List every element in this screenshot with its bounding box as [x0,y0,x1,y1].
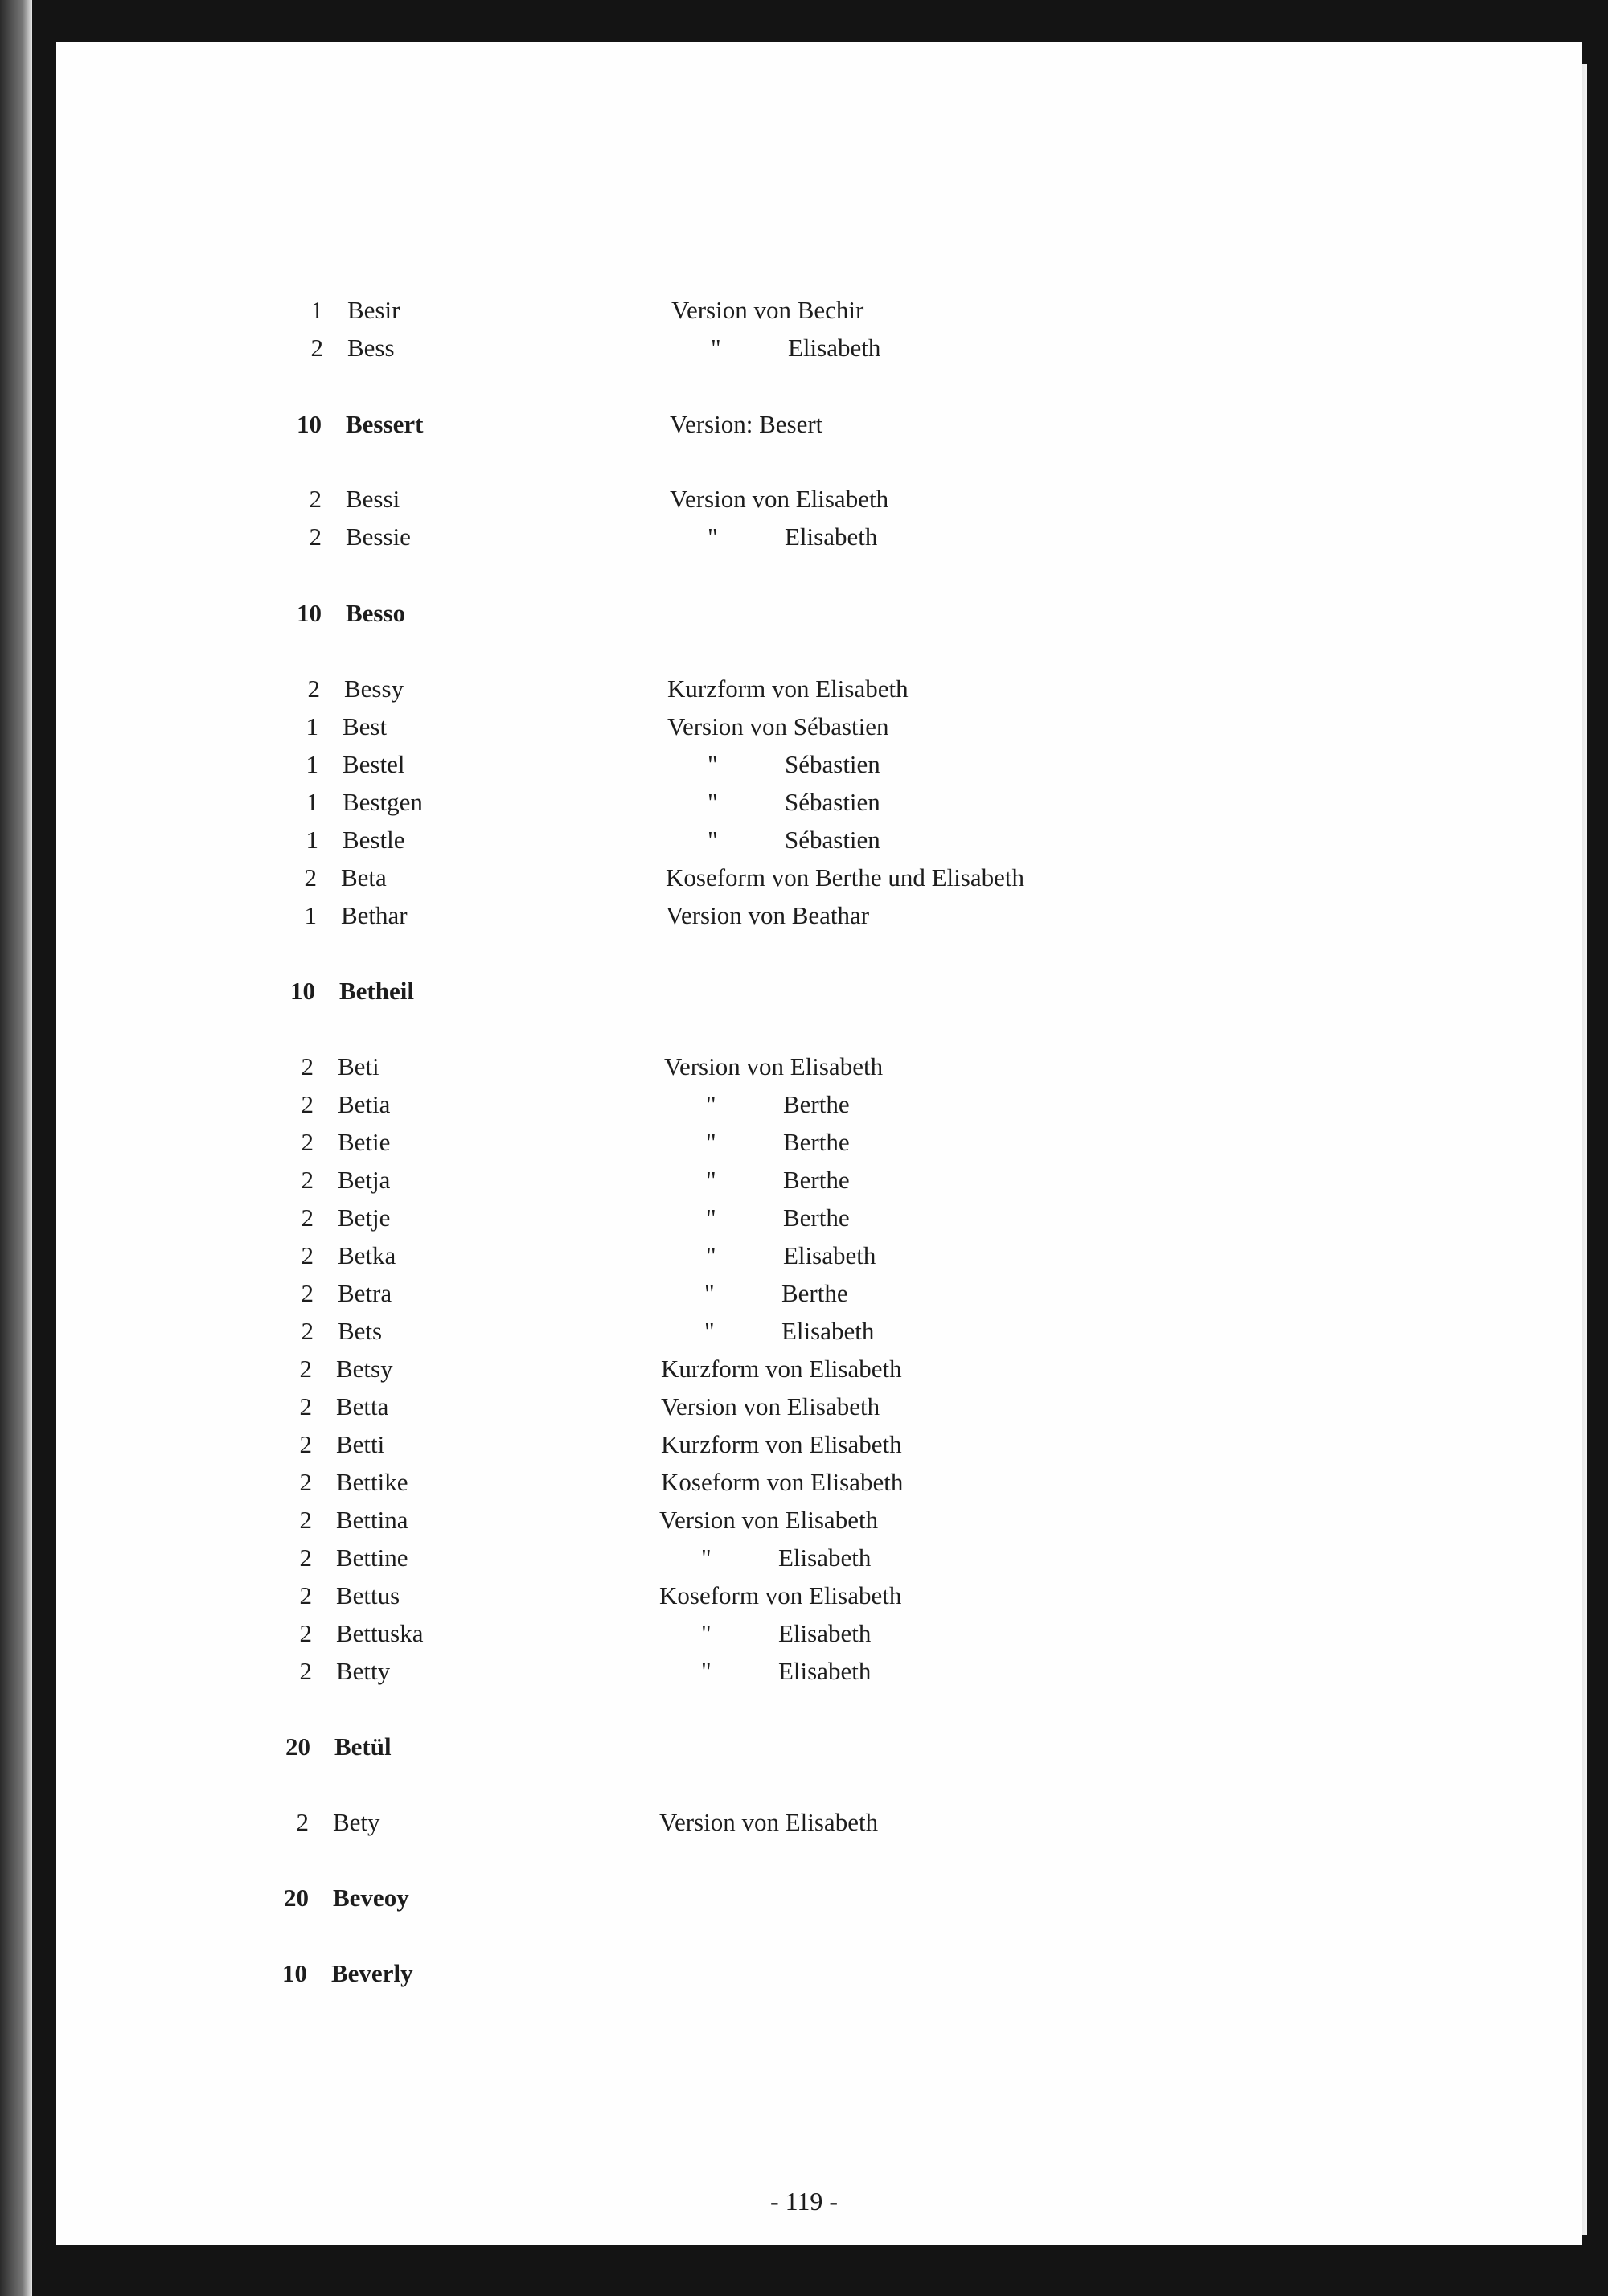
description-text: Version: Besert [670,410,823,438]
ditto-mark: " [708,788,718,816]
description-text: Version von Elisabeth [659,1808,879,1836]
entry-description [661,1392,880,1421]
name-entry [272,1581,1317,1618]
page-number: - 119 - [769,2187,839,2216]
entry-description [667,712,889,741]
entry-name: Bettuska [336,1619,424,1647]
entry-frequency: 2 [299,1581,312,1609]
entry-description [670,410,822,439]
description-target: Berthe [783,1128,850,1156]
entry-frequency: 10 [297,599,322,627]
ditto-mark: " [701,1657,712,1685]
entry-frequency: 1 [306,712,318,740]
name-entry [280,674,1325,711]
entry-description [666,901,869,930]
entry-description [659,1808,878,1837]
ditto-mark: " [706,1090,716,1118]
entry-description [659,1581,901,1610]
entry-description [667,674,909,703]
name-entry [277,901,1322,938]
entry-frequency: 2 [299,1468,312,1496]
entry-name: Beti [338,1052,379,1080]
entry-description [670,485,888,514]
entry-description [708,523,877,551]
entry-name: Bess [347,334,395,362]
entry-name: Best [343,712,388,740]
entry-frequency: 2 [299,1355,312,1383]
entry-frequency: 2 [301,1090,314,1118]
description-target: Elisabeth [785,523,878,551]
entry-name: Betra [338,1279,392,1307]
ditto-mark: " [701,1544,712,1572]
entry-description [706,1203,850,1232]
name-entry [270,1732,1315,1769]
entry-frequency: 2 [304,863,317,892]
ditto-mark: " [708,750,718,778]
entry-description [708,826,880,855]
entry-description [706,1090,850,1119]
name-entry [278,826,1323,863]
entry-frequency: 20 [285,1732,310,1761]
entry-frequency: 2 [299,1392,312,1421]
entry-name: Bettina [336,1506,408,1534]
ditto-mark: " [708,826,718,854]
description-target: Sébastien [785,750,880,778]
entry-name: Besir [347,296,400,324]
entry-description [661,1468,903,1497]
entry-frequency: 2 [301,1203,314,1232]
name-entry [273,1241,1319,1278]
description-text: Kurzform von Elisabeth [661,1430,902,1458]
name-entry [272,1355,1317,1392]
entry-name: Betja [338,1166,391,1194]
ditto-mark: " [706,1166,716,1194]
name-entry [273,1052,1319,1089]
entry-frequency: 2 [309,485,322,513]
entry-name: Bettine [336,1544,408,1572]
entry-frequency: 2 [299,1506,312,1534]
entry-name: Bethar [341,901,408,929]
name-entry [272,1544,1317,1581]
entry-name: Bessy [344,674,404,703]
name-entry [281,599,1327,636]
entry-frequency: 1 [306,788,318,816]
entry-description [664,1052,883,1081]
entry-description [706,1241,876,1270]
description-target: Elisabeth [778,1657,872,1685]
name-entry [272,1657,1317,1694]
entry-frequency: 2 [299,1657,312,1685]
ditto-mark: " [708,523,718,551]
entry-frequency: 10 [282,1959,307,1987]
entry-name: Beveoy [333,1884,409,1912]
ditto-mark: " [706,1241,716,1269]
description-text: Koseform von Elisabeth [661,1468,904,1496]
entry-frequency: 2 [299,1619,312,1647]
description-target: Sébastien [785,788,880,816]
ditto-mark: " [706,1203,716,1232]
name-entry [272,1430,1317,1467]
entry-name: Besso [346,599,406,627]
description-target: Elisabeth [783,1241,876,1269]
entry-frequency: 1 [306,750,318,778]
name-entry [273,1317,1319,1354]
name-entry [273,1279,1319,1316]
name-entry [281,523,1327,560]
entry-name: Betti [336,1430,385,1458]
description-text: Koseform von Elisabeth [659,1581,902,1609]
description-text: Version von Elisabeth [664,1052,884,1080]
entry-description [701,1619,871,1648]
name-entry [273,1090,1319,1127]
description-target: Elisabeth [778,1619,872,1647]
entry-frequency: 2 [301,1279,314,1307]
entry-name: Bestgen [343,788,423,816]
description-target: Elisabeth [778,1544,872,1572]
description-text: Version von Elisabeth [670,485,889,513]
entry-description [704,1279,848,1308]
entry-frequency: 2 [309,523,322,551]
name-entry [281,410,1327,447]
entry-description [661,1430,902,1459]
entry-name: Beta [341,863,387,892]
name-entry [283,334,1328,371]
entry-frequency: 20 [284,1884,309,1912]
description-target: Elisabeth [781,1317,875,1345]
entry-description [671,296,863,325]
description-target: Berthe [783,1166,850,1194]
description-text: Koseform von Berthe und Elisabeth [666,863,1024,892]
entry-description [706,1166,850,1195]
entry-name: Bets [338,1317,383,1345]
entry-frequency: 2 [296,1808,309,1836]
description-text: Version von Sébastien [667,712,889,740]
ditto-mark: " [704,1279,715,1307]
entry-frequency: 2 [301,1052,314,1080]
entry-frequency: 2 [301,1166,314,1194]
entry-name: Bessie [346,523,411,551]
entry-name: Betül [334,1732,392,1761]
name-entry [272,1468,1317,1505]
name-entry [273,1166,1319,1203]
entry-frequency: 2 [310,334,323,362]
description-text: Kurzform von Elisabeth [667,674,909,703]
entry-frequency: 10 [297,410,322,438]
entry-name: Bety [333,1808,380,1836]
name-entry [272,1506,1317,1543]
entry-name: Beverly [331,1959,413,1987]
entry-frequency: 1 [310,296,323,324]
entry-description [666,863,1024,892]
description-text: Version von Bechir [671,296,864,324]
name-entry [277,863,1322,900]
entry-name: Bestle [343,826,405,854]
name-entry [273,1128,1319,1165]
entry-name: Betje [338,1203,391,1232]
entry-description [708,788,880,817]
name-entry [272,1392,1317,1429]
name-entry [269,1884,1314,1921]
entry-name: Betheil [339,977,414,1005]
name-entry [278,788,1323,825]
entry-frequency: 2 [301,1317,314,1345]
description-target: Berthe [781,1279,848,1307]
description-text: Version von Elisabeth [659,1506,879,1534]
entry-name: Betka [338,1241,396,1269]
description-target: Berthe [783,1203,850,1232]
name-entry [273,1203,1319,1240]
description-text: Kurzform von Elisabeth [661,1355,902,1383]
description-target: Elisabeth [788,334,881,362]
entry-frequency: 2 [307,674,320,703]
entry-description [661,1355,902,1384]
entry-name: Betia [338,1090,391,1118]
description-target: Sébastien [785,826,880,854]
description-text: Version von Beathar [666,901,870,929]
name-entry [283,296,1328,333]
name-entry [275,977,1320,1014]
name-entry [269,1808,1314,1845]
entry-description [701,1657,871,1686]
ditto-mark: " [706,1128,716,1156]
entry-description [704,1317,874,1346]
entry-name: Betty [336,1657,391,1685]
name-entry [278,712,1323,749]
name-entry [272,1619,1317,1656]
entry-name: Bettus [336,1581,400,1609]
entry-frequency: 10 [290,977,315,1005]
entry-description [711,334,880,363]
entry-description [659,1506,878,1535]
entry-name: Bestel [343,750,405,778]
entry-description [708,750,880,779]
description-target: Berthe [783,1090,850,1118]
entry-name: Bessert [346,410,424,438]
entry-name: Betsy [336,1355,393,1383]
entry-frequency: 1 [306,826,318,854]
entry-name: Betta [336,1392,389,1421]
entry-description [706,1128,850,1157]
entry-frequency: 2 [299,1544,312,1572]
name-entry [278,750,1323,787]
entry-name: Betie [338,1128,391,1156]
ditto-mark: " [711,334,721,362]
ditto-mark: " [704,1317,715,1345]
entry-description [701,1544,871,1572]
entry-frequency: 2 [299,1430,312,1458]
description-text: Version von Elisabeth [661,1392,880,1421]
entry-name: Bettike [336,1468,408,1496]
name-entry [281,485,1327,522]
entry-frequency: 2 [301,1128,314,1156]
name-entry [267,1959,1312,1996]
ditto-mark: " [701,1619,712,1647]
entry-frequency: 2 [301,1241,314,1269]
entry-frequency: 1 [304,901,317,929]
entry-name: Bessi [346,485,400,513]
